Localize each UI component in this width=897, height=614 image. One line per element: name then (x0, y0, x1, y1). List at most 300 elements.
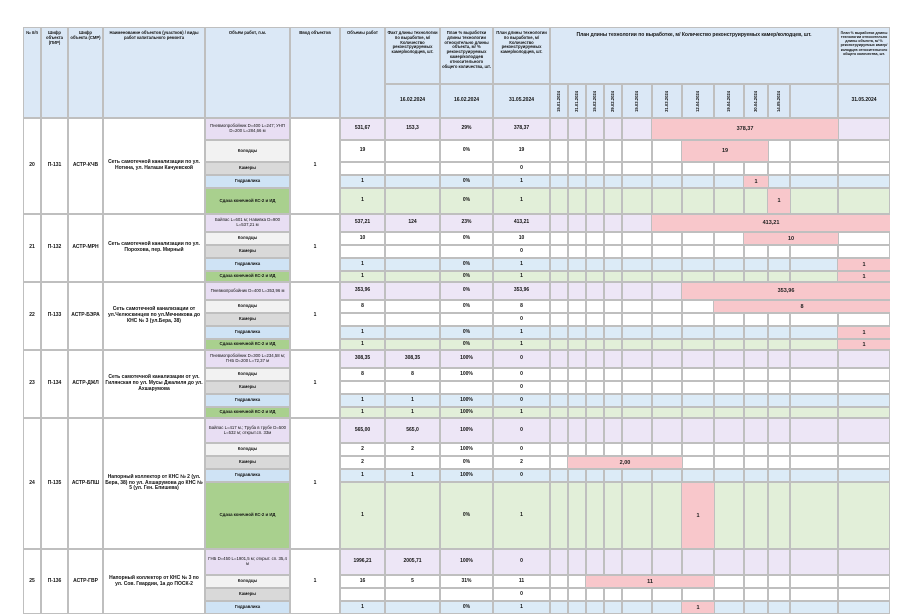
schedule-cell (550, 456, 568, 469)
schedule-cell (604, 394, 622, 407)
plan-value: 0 (493, 381, 550, 394)
schedule-cell (790, 188, 838, 214)
right-pct-cell (838, 394, 890, 407)
chambers-label: Камеры (205, 456, 290, 469)
chambers-label: Камеры (205, 381, 290, 394)
plan-value: 0 (493, 368, 550, 381)
volume-value (340, 381, 385, 394)
schedule-cell (682, 245, 714, 258)
fact-value: 565,0 (385, 418, 440, 443)
schedule-cell (586, 232, 604, 245)
schedule-cell (622, 368, 652, 381)
schedule-cell (768, 271, 790, 282)
wells-label: Колодцы (205, 443, 290, 456)
schedule-cell (652, 588, 682, 601)
schedule-cell (550, 188, 568, 214)
schedule-cell (586, 443, 604, 456)
schedule-bar: 1 (682, 602, 714, 613)
volume-value (340, 245, 385, 258)
plan-value: 1 (493, 271, 550, 282)
col-smr-header: Шифр объекта (СМР) (68, 27, 103, 118)
fact-value (385, 245, 440, 258)
plan-value: 1 (493, 188, 550, 214)
pct-value: 0% (440, 339, 493, 350)
schedule-cell (744, 549, 768, 575)
schedule-date-label: 15.03.2024 (633, 90, 639, 112)
col-plan-date: 31.05.2024 (493, 84, 550, 118)
schedule-cell (768, 350, 790, 368)
schedule-cell (682, 549, 714, 575)
schedule-cell (682, 188, 714, 214)
schedule-cell (714, 326, 744, 339)
schedule-cell (714, 418, 744, 443)
fact-value (385, 381, 440, 394)
pct-value: 23% (440, 214, 493, 232)
pct-value: 100% (440, 418, 493, 443)
schedule-cell (550, 118, 568, 140)
schedule-cell (622, 175, 652, 188)
chambers-label: Камеры (205, 245, 290, 258)
object-num: 25 (23, 549, 41, 614)
volume-value (340, 162, 385, 175)
volume-value: 2 (340, 443, 385, 456)
right-pct-cell (838, 232, 890, 245)
fact-value: 308,35 (385, 350, 440, 368)
schedule-cell (586, 271, 604, 282)
object-smr: АСТР-ДЖЛ (68, 350, 103, 418)
right-pct-cell (838, 482, 890, 549)
volume-value: 1996,21 (340, 549, 385, 575)
pct-value: 100% (440, 549, 493, 575)
fact-value (385, 140, 440, 162)
schedule-date (744, 84, 768, 118)
schedule-cell (714, 368, 744, 381)
schedule-cell (550, 381, 568, 394)
schedule-cell (682, 300, 714, 313)
plan-value: 0 (493, 549, 550, 575)
right-pct-cell (838, 601, 890, 614)
right-pct-cell (838, 188, 890, 214)
plan-value: 0 (493, 443, 550, 456)
schedule-cell (790, 313, 838, 326)
schedule-cell (744, 313, 768, 326)
plan-value: 0 (493, 394, 550, 407)
schedule-cell (604, 549, 622, 575)
schedule-cell (768, 456, 790, 469)
schedule-cell (682, 271, 714, 282)
object-smr: АСТР-ГВР (68, 549, 103, 614)
schedule-cell (652, 326, 682, 339)
schedule-cell (652, 282, 682, 300)
pct-value (440, 381, 493, 394)
fact-value: 2 (385, 443, 440, 456)
schedule-cell (604, 245, 622, 258)
right-pct-cell (838, 245, 890, 258)
schedule-cell (714, 339, 744, 350)
schedule-cell (714, 469, 744, 482)
pct-value: 100% (440, 368, 493, 381)
schedule-cell (586, 381, 604, 394)
object-num: 20 (23, 118, 41, 214)
plan-value: 11 (493, 575, 550, 588)
fact-value (385, 271, 440, 282)
schedule-cell (586, 339, 604, 350)
volume-value: 565,00 (340, 418, 385, 443)
schedule-cell (790, 381, 838, 394)
wells-label: Колодцы (205, 140, 290, 162)
fact-value: 124 (385, 214, 440, 232)
schedule-cell (550, 175, 568, 188)
schedule-cell (604, 188, 622, 214)
schedule-cell (622, 214, 652, 232)
fact-value: 1 (385, 469, 440, 482)
schedule-cell (714, 188, 744, 214)
schedule-date (604, 84, 622, 118)
schedule-cell (550, 350, 568, 368)
schedule-cell (550, 162, 568, 175)
schedule-cell (622, 300, 652, 313)
fact-value (385, 258, 440, 271)
volume-value: 1 (340, 258, 385, 271)
schedule-cell (586, 175, 604, 188)
schedule-date (682, 84, 714, 118)
col-plan-header: План длины технологии по выработке, м/ Количество реконструируемых камер/колодцев, шт. (493, 27, 550, 84)
schedule-cell (744, 271, 768, 282)
fact-value (385, 601, 440, 614)
schedule-cell (768, 339, 790, 350)
wells-label: Колодцы (205, 575, 290, 588)
schedule-cell (652, 188, 682, 214)
fact-value (385, 162, 440, 175)
schedule-cell (652, 258, 682, 271)
object-input: 1 (290, 549, 340, 614)
fact-value: 1 (385, 394, 440, 407)
chambers-label: Камеры (205, 313, 290, 326)
scope-cell: Пневмопробойник D=400 L=247; УНП D=200 L=284,66 м (205, 118, 290, 140)
schedule-date-label: 30.04.2024 (752, 90, 758, 112)
col-pir-header: Шифр объекта (ПИР) (41, 27, 68, 118)
schedule-cell (652, 162, 682, 175)
col-fact-header: Факт длины технологии по выработке, м/ Количество реконструируемых камер/колодцев, шт. (385, 27, 440, 84)
schedule-cell (586, 469, 604, 482)
schedule-cell (604, 381, 622, 394)
schedule-cell (586, 118, 604, 140)
col-plan-pct-date: 16.02.2024 (440, 84, 493, 118)
schedule-cell (744, 162, 768, 175)
schedule-cell (652, 339, 682, 350)
schedule-cell (550, 407, 568, 418)
schedule-cell (586, 418, 604, 443)
chambers-label: Камеры (205, 588, 290, 601)
schedule-cell (790, 326, 838, 339)
schedule-cell (604, 232, 622, 245)
schedule-cell (714, 162, 744, 175)
plan-value: 0 (493, 418, 550, 443)
plan-value: 1 (493, 258, 550, 271)
object-num: 23 (23, 350, 41, 418)
schedule-cell (790, 418, 838, 443)
schedule-cell (714, 549, 744, 575)
schedule-cell (714, 258, 744, 271)
schedule-cell (768, 175, 790, 188)
schedule-cell (604, 162, 622, 175)
schedule-date-label: 15.02.2024 (591, 90, 597, 112)
schedule-cell (622, 601, 652, 614)
object-num: 22 (23, 282, 41, 350)
handover-label: Сдача конечной КС-2 и ИД (205, 188, 290, 214)
right-pct-cell (838, 118, 890, 140)
fact-value (385, 456, 440, 469)
schedule-cell (744, 469, 768, 482)
scope-cell: ГНБ D=450 L=1901,5 м; открыт. сп. 35,4 м (205, 549, 290, 575)
schedule-cell (586, 394, 604, 407)
fact-value (385, 188, 440, 214)
schedule-cell (652, 313, 682, 326)
schedule-cell (768, 162, 790, 175)
col-input-header: Ввод объектов (290, 27, 340, 118)
col-scope-header: Объём работ, п.м. (205, 27, 290, 118)
right-pct-cell (838, 368, 890, 381)
schedule-cell (744, 188, 768, 214)
schedule-cell (714, 394, 744, 407)
schedule-cell (790, 575, 838, 588)
volume-value: 1 (340, 469, 385, 482)
schedule-cell (790, 271, 838, 282)
schedule-cell (622, 418, 652, 443)
schedule-cell (714, 381, 744, 394)
schedule-cell (682, 394, 714, 407)
schedule-cell (604, 443, 622, 456)
right-pct-cell (838, 350, 890, 368)
schedule-cell (744, 575, 768, 588)
schedule-cell (568, 118, 586, 140)
schedule-cell (768, 588, 790, 601)
schedule-bar: 353,96 (682, 283, 890, 299)
plan-value: 1 (493, 339, 550, 350)
schedule-cell (622, 140, 652, 162)
schedule-cell (652, 175, 682, 188)
right-pct-cell (838, 588, 890, 601)
schedule-cell (550, 214, 568, 232)
schedule-cell (768, 394, 790, 407)
schedule-cell (682, 456, 714, 469)
plan-value: 1 (493, 601, 550, 614)
schedule-cell (622, 326, 652, 339)
schedule-cell (622, 482, 652, 549)
schedule-cell (652, 350, 682, 368)
schedule-cell (568, 443, 586, 456)
schedule-cell (604, 601, 622, 614)
schedule-cell (790, 456, 838, 469)
object-input: 1 (290, 214, 340, 282)
schedule-date-label: 29.02.2024 (609, 90, 615, 112)
wells-label: Колодцы (205, 368, 290, 381)
schedule-cell (790, 588, 838, 601)
schedule-cell (568, 381, 586, 394)
fact-value: 1 (385, 407, 440, 418)
schedule-cell (586, 214, 604, 232)
schedule-date-label: 12.04.2024 (694, 90, 700, 112)
schedule-cell (790, 549, 838, 575)
pct-value (440, 245, 493, 258)
schedule-cell (622, 118, 652, 140)
schedule-date (652, 84, 682, 118)
schedule-cell (768, 407, 790, 418)
schedule-cell (622, 271, 652, 282)
schedule-cell (568, 282, 586, 300)
fact-value (385, 232, 440, 245)
schedule-cell (622, 245, 652, 258)
wells-label: Колодцы (205, 232, 290, 245)
schedule-cell (550, 418, 568, 443)
schedule-cell (744, 418, 768, 443)
schedule-date-label: 14.05.2024 (775, 90, 781, 112)
scope-cell: Пневмопробойник D=400 L=353,96 м (205, 282, 290, 300)
schedule-cell (790, 339, 838, 350)
volume-value (340, 313, 385, 326)
schedule-cell (550, 245, 568, 258)
plan-value: 8 (493, 300, 550, 313)
col-plan-pct-header: План % выработки длины технологии относительно длины объекта, м/ % реконструируемых камер/колодцев относительного общего количества, шт. (440, 27, 493, 84)
fact-value: 153,3 (385, 118, 440, 140)
schedule-cell (622, 282, 652, 300)
pct-value: 31% (440, 575, 493, 588)
volume-value: 19 (340, 140, 385, 162)
schedule-cell (682, 443, 714, 456)
schedule-cell (652, 271, 682, 282)
schedule-cell (744, 482, 768, 549)
schedule-cell (768, 326, 790, 339)
schedule-cell (652, 549, 682, 575)
volume-value: 308,35 (340, 350, 385, 368)
scope-cell: Байпас L=417 м.; Труба в трубе D=500 L=532 м; открыт.сп. 33м (205, 418, 290, 443)
schedule-cell (682, 469, 714, 482)
schedule-cell (744, 443, 768, 456)
schedule-cell (622, 588, 652, 601)
right-pct-cell (838, 175, 890, 188)
schedule-cell (586, 245, 604, 258)
volume-value: 1 (340, 271, 385, 282)
schedule-cell (652, 407, 682, 418)
volume-value: 16 (340, 575, 385, 588)
fact-value (385, 339, 440, 350)
plan-value: 1 (493, 326, 550, 339)
schedule-cell (768, 549, 790, 575)
right-pct-cell (838, 140, 890, 162)
schedule-cell (568, 300, 586, 313)
handover-label: Сдача конечной КС-2 и ИД (205, 407, 290, 418)
object-name: Сеть самотечной канализации по ул. Порохова, пер. Мирный (103, 214, 205, 282)
schedule-cell (652, 140, 682, 162)
schedule-cell (790, 162, 838, 175)
volume-value: 537,21 (340, 214, 385, 232)
schedule-cell (768, 313, 790, 326)
schedule-date (568, 84, 586, 118)
object-smr: АСТР-МРН (68, 214, 103, 282)
plan-value: 0 (493, 313, 550, 326)
schedule-cell (586, 588, 604, 601)
schedule-cell (714, 456, 744, 469)
volume-value: 1 (340, 188, 385, 214)
schedule-cell (682, 350, 714, 368)
fact-value (385, 175, 440, 188)
volume-value: 1 (340, 482, 385, 549)
schedule-cell (622, 381, 652, 394)
schedule-cell (550, 443, 568, 456)
schedule-cell (682, 162, 714, 175)
schedule-cell (768, 140, 790, 162)
schedule-cell (768, 482, 790, 549)
schedule-cell (622, 394, 652, 407)
scope-cell: Байпас L=601 м; Навивка D=900 L=537,21 м (205, 214, 290, 232)
plan-value: 0 (493, 245, 550, 258)
col-volume-header: Объемы работ (340, 27, 385, 118)
schedule-cell (550, 300, 568, 313)
schedule-cell (586, 368, 604, 381)
right-pct-cell (838, 469, 890, 482)
object-name: Сеть самотечной канализации по ул. Нотина, ул. Наташи Качуевской (103, 118, 205, 214)
schedule-cell (568, 175, 586, 188)
volume-value: 531,67 (340, 118, 385, 140)
plan-value: 1 (493, 482, 550, 549)
schedule-cell (768, 418, 790, 443)
right-pct-cell (838, 313, 890, 326)
schedule-cell (682, 368, 714, 381)
schedule-cell (550, 140, 568, 162)
schedule-cell (622, 469, 652, 482)
schedule-cell (550, 394, 568, 407)
schedule-bar: 1 (768, 189, 790, 213)
schedule-bar: 11 (586, 576, 714, 587)
schedule-cell (790, 482, 838, 549)
schedule-cell (768, 258, 790, 271)
schedule-cell (768, 381, 790, 394)
schedule-cell (604, 313, 622, 326)
pct-value: 100% (440, 407, 493, 418)
right-pct-cell (838, 381, 890, 394)
schedule-cell (586, 601, 604, 614)
schedule-cell (652, 601, 682, 614)
schedule-date-blank (790, 84, 838, 118)
schedule-cell (744, 394, 768, 407)
schedule-bar: 378,37 (652, 119, 838, 139)
object-name: Сеть самотечной канализации от ул.Челюскинцев по ул.Мечникова до КНС № 3 (ул.Бера, 38) (103, 282, 205, 350)
pct-value: 0% (440, 188, 493, 214)
handover-label: Сдача конечной КС-2 и ИД (205, 271, 290, 282)
schedule-cell (714, 245, 744, 258)
chambers-label: Камеры (205, 162, 290, 175)
schedule-cell (568, 258, 586, 271)
object-pir: П-132 (41, 214, 68, 282)
schedule-cell (568, 601, 586, 614)
plan-value: 413,21 (493, 214, 550, 232)
schedule-header: План длины технологии по выработке, м/ Количество реконструируемых камер/колодцев, шт. (550, 27, 838, 84)
pct-value: 0% (440, 258, 493, 271)
schedule-cell (652, 394, 682, 407)
fact-value: 2005,71 (385, 549, 440, 575)
schedule-cell (604, 407, 622, 418)
schedule-cell (550, 549, 568, 575)
schedule-cell (550, 368, 568, 381)
schedule-cell (568, 469, 586, 482)
schedule-bar: 10 (744, 233, 838, 244)
object-pir: П-133 (41, 282, 68, 350)
schedule-cell (586, 407, 604, 418)
pct-value (440, 588, 493, 601)
pct-value: 0% (440, 282, 493, 300)
schedule-cell (568, 162, 586, 175)
schedule-cell (682, 588, 714, 601)
